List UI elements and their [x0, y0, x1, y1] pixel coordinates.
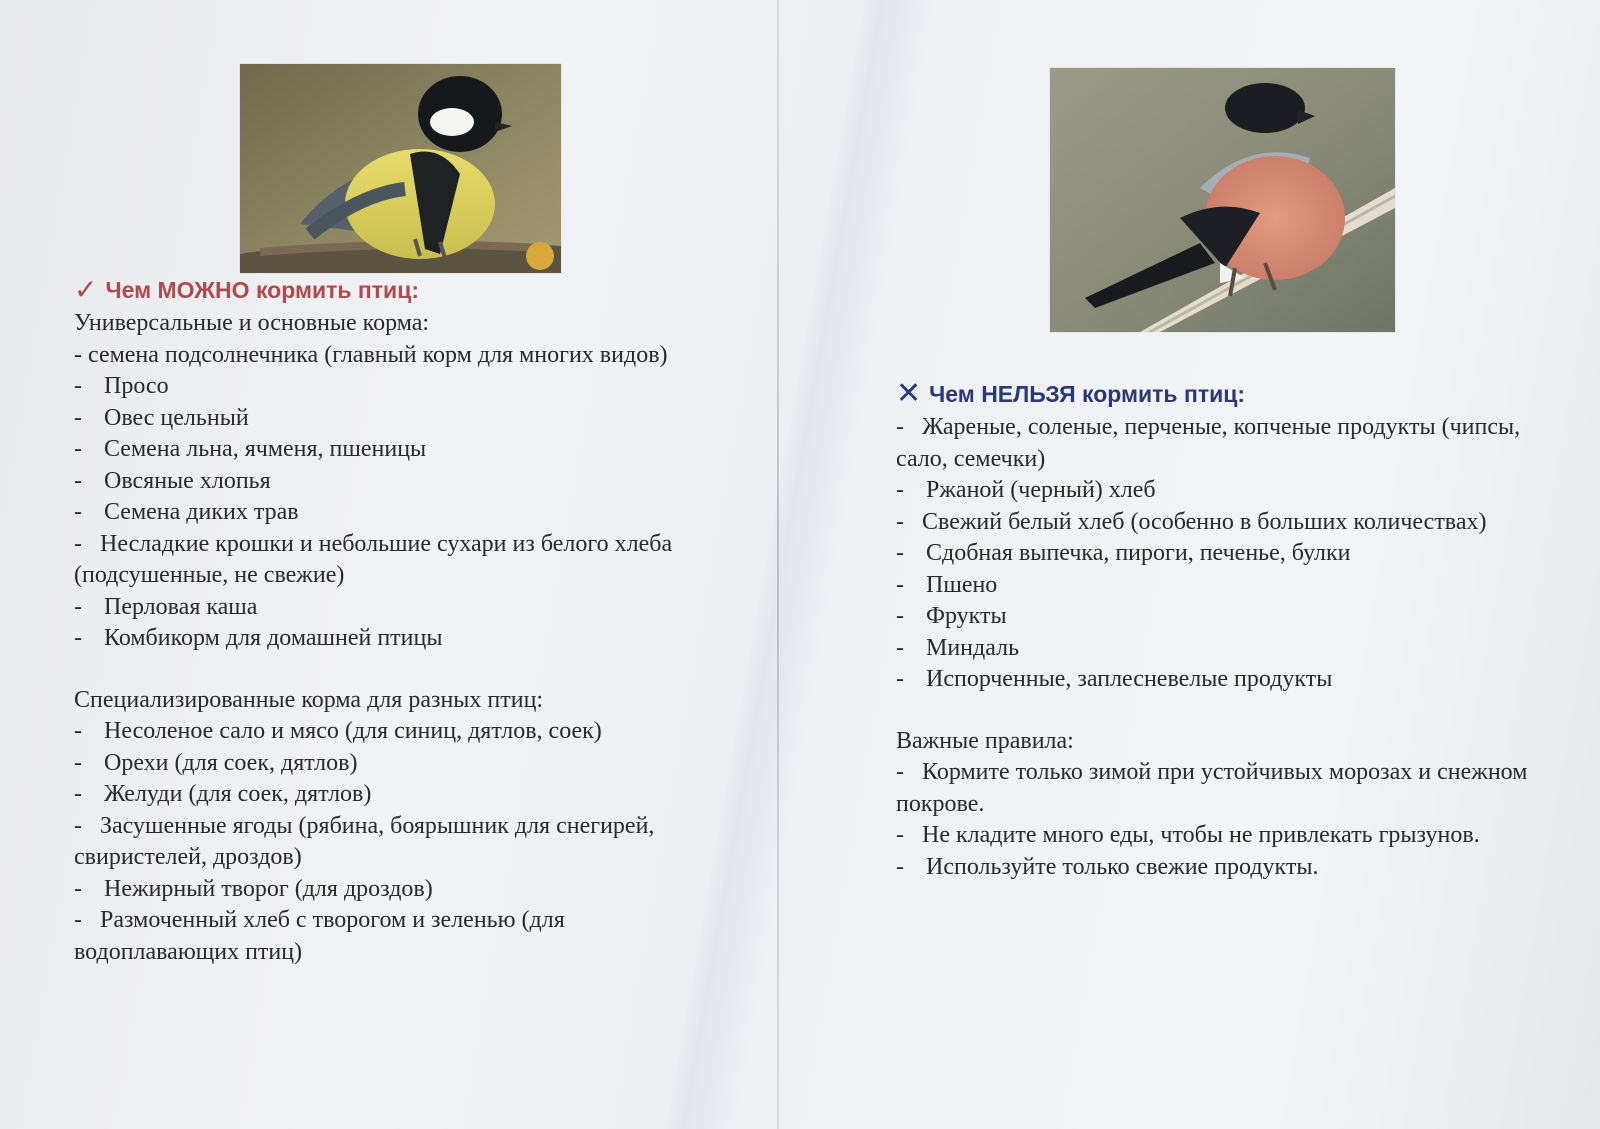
- list-item: [74, 874, 734, 906]
- list-item-text: Пшено: [926, 571, 998, 598]
- list-item-text: Семена льна, ячменя, пшеницы: [104, 436, 427, 462]
- dash: -: [74, 373, 82, 399]
- dash: -: [896, 414, 922, 440]
- spacer: [896, 696, 1546, 726]
- list-item: [896, 538, 1546, 570]
- dash: -: [896, 477, 904, 503]
- list-item-text: Овес цельный: [104, 404, 249, 431]
- list-item-text: Испорченные, заплесневелые продукты: [926, 666, 1333, 692]
- dash: -: [74, 749, 82, 776]
- list-item-text: Несоленое сало и мясо (для синиц, дятлов, соек): [104, 718, 602, 744]
- list-item-text: Семена диких трав: [104, 499, 299, 525]
- cross-icon: ✕: [896, 377, 922, 410]
- great-tit-photo: [240, 64, 561, 273]
- list-item-text: Просо: [104, 373, 169, 399]
- list-item-text: Засушенные ягоды (рябина, боярышник для снегирей, свиристелей, дроздов): [74, 812, 655, 870]
- dash: -: [896, 508, 922, 535]
- list-item-text: Фрукты: [926, 603, 1007, 629]
- dash: -: [74, 907, 100, 933]
- rule-item: [896, 852, 1546, 884]
- dash: -: [896, 634, 904, 661]
- dash: -: [74, 436, 82, 462]
- can-feed-heading-text: Чем МОЖНО кормить птиц:: [105, 277, 419, 303]
- subheading-universal: Универсальные и основные корма:: [74, 310, 430, 336]
- list-item-text: Размоченный хлеб с творогом и зеленью (для водоплавающих птиц): [74, 907, 565, 965]
- cannot-feed-heading-text: Чем НЕЛЬЗЯ кормить птиц:: [929, 381, 1246, 407]
- rule-text: Кормите только зимой при устойчивых морозах и снежном покрове.: [896, 759, 1528, 817]
- list-item: [74, 811, 734, 874]
- list-item: [74, 592, 734, 624]
- dash: -: [74, 812, 100, 839]
- dash: -: [896, 853, 904, 880]
- dash: -: [896, 571, 904, 598]
- list-item: [896, 475, 1546, 507]
- list-item-text: Орехи (для соек, дятлов): [104, 749, 358, 776]
- list-item: [896, 570, 1546, 602]
- list-item: [74, 905, 734, 968]
- dash: -: [896, 666, 904, 692]
- dash: -: [74, 718, 82, 744]
- rules-title: Важные правила:: [896, 727, 1074, 754]
- list-item-text: Ржаной (черный) хлеб: [926, 477, 1156, 503]
- dash: -: [74, 875, 82, 902]
- list-item: [896, 601, 1546, 633]
- list-item: [74, 529, 734, 592]
- list-item-text: Овсяные хлопья: [104, 467, 271, 494]
- dash: -: [896, 603, 904, 629]
- dash: -: [74, 404, 82, 431]
- list-item: - семена подсолнечника (главный корм для многих видов): [74, 341, 668, 368]
- cannot-feed-section: [896, 376, 1546, 883]
- dash: -: [74, 499, 82, 525]
- dash: -: [74, 625, 82, 651]
- list-item: [74, 748, 734, 780]
- list-item-text: Сдобная выпечка, пироги, печенье, булки: [926, 540, 1351, 566]
- list-item: [74, 497, 734, 529]
- rule-text: Не кладите много еды, чтобы не привлекать грызунов.: [922, 822, 1480, 848]
- dash: -: [896, 540, 904, 566]
- dash: -: [74, 467, 82, 494]
- spacer: [74, 655, 734, 685]
- page-fold: [777, 0, 779, 1129]
- rule-item: [896, 820, 1546, 852]
- list-item-text: Миндаль: [926, 634, 1020, 661]
- rule-item: [896, 757, 1546, 820]
- list-item-text: Перловая каша: [104, 593, 258, 620]
- list-item: [896, 507, 1546, 539]
- list-item: [74, 466, 734, 498]
- list-item-text: Несладкие крошки и небольшие сухари из белого хлеба (подсушенные, не свежие): [74, 530, 673, 588]
- list-item: [896, 633, 1546, 665]
- list-item-text: Жареные, соленые, перченые, копченые продукты (чипсы, сало, семечки): [896, 414, 1521, 472]
- list-item: [74, 434, 734, 466]
- can-feed-section: [74, 272, 734, 968]
- list-item: [896, 664, 1546, 696]
- dash: -: [74, 781, 82, 807]
- dash: -: [74, 593, 82, 620]
- list-item: [74, 403, 734, 435]
- rule-text: Используйте только свежие продукты.: [926, 853, 1319, 880]
- dash: -: [896, 759, 922, 785]
- list-item: [74, 371, 734, 403]
- dash: -: [896, 822, 922, 848]
- list-item-text: Желуди (для соек, дятлов): [104, 781, 372, 807]
- list-item: [896, 412, 1546, 475]
- list-item: [74, 623, 734, 655]
- list-item-text: Комбикорм для домашней птицы: [104, 625, 443, 651]
- can-feed-heading: [74, 272, 734, 308]
- list-item-text: Свежий белый хлеб (особенно в больших количествах): [922, 508, 1487, 535]
- dash: -: [74, 530, 100, 557]
- subheading-specialized: Специализированные корма для разных птиц:: [74, 686, 544, 713]
- checkmark-icon: ✓: [74, 274, 98, 305]
- list-item: [74, 716, 734, 748]
- list-item: [74, 779, 734, 811]
- cannot-feed-heading: [896, 376, 1546, 412]
- bullfinch-photo: [1050, 68, 1395, 332]
- list-item-text: Нежирный творог (для дроздов): [104, 875, 433, 902]
